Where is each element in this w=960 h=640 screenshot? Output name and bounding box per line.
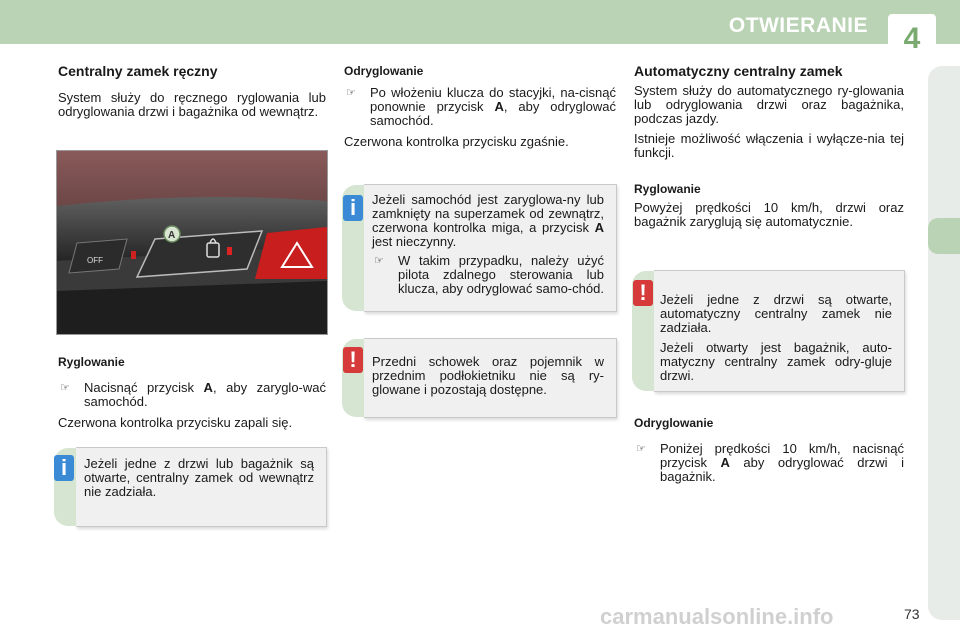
- page-number: 73: [904, 606, 920, 622]
- info-box-manual: Jeżeli jedne z drzwi lub bagażnik są otwarte, centralny zamek od wewnątrz nie zadziała.: [76, 447, 327, 527]
- column-3: [634, 64, 904, 229]
- pointing-hand-icon: ☞: [346, 87, 356, 99]
- watermark: carmanualsonline.info: [600, 604, 834, 629]
- auto-lock-intro-2: Istnieje możliwość włączenia i wyłącze-nia tej funkcji.: [634, 131, 904, 160]
- auto-lock-text: Powyżej prędkości 10 km/h, drzwi oraz bagażnik zaryglują się automatycznie.: [634, 200, 904, 229]
- info-icon: i: [54, 455, 74, 481]
- page-header: [0, 0, 960, 44]
- column-1: [58, 64, 326, 119]
- red-indicator-led: [227, 247, 232, 255]
- manual-lock-intro: System służy do ręcznego ryglowania lub odryglowania drzwi i bagażnika od wewnątrz.: [58, 90, 326, 119]
- remote-instruction: ☞ W takim przypadku, należy użyć pilota zdalnego sterowania lub klucza, aby odryglować samo-chód.: [374, 253, 604, 296]
- exclamation-icon: !: [343, 347, 363, 373]
- warning-box-auto-lock: Jeżeli jedne z drzwi są otwarte, automatyczny centralny zamek nie zadziała. Jeżeli otwarty jest bagażnik, auto-matyczny centralny zamek odry-gluje drzwi.: [654, 270, 905, 392]
- pointing-hand-icon: ☞: [636, 443, 646, 455]
- warning-box-glovebox: Przedni schowek oraz pojemnik w przednim podłokietniku nie są ry-glowane i pozostają dostępne.: [364, 338, 617, 418]
- auto-unlock-instruction: ☞ Poniżej prędkości 10 km/h, nacisnąć przycisk A aby odryglować drzwi i bagażnik.: [636, 441, 905, 484]
- off-label: OFF: [87, 256, 103, 265]
- info-icon: i: [343, 195, 363, 221]
- chapter-tab: [888, 14, 936, 60]
- section-heading-auto-lock: Automatyczny centralny zamek: [634, 63, 843, 79]
- pointing-hand-icon: ☞: [60, 382, 70, 394]
- column-3-lower: [634, 416, 904, 484]
- section-heading-manual-lock: Centralny zamek ręczny: [58, 63, 218, 79]
- auto-unlock-heading: Odryglowanie: [634, 416, 714, 430]
- auto-lock-intro-1: System służy do automatycznego ry-glowania lub odryglowania drzwi oraz bagażnika, podczas jazdy.: [634, 83, 904, 126]
- door-lock-button-photo: [56, 150, 328, 335]
- dashboard-illustration: [57, 151, 327, 334]
- auto-lock-heading: Ryglowanie: [634, 182, 701, 196]
- column-1-lower: [58, 355, 326, 430]
- column-2: [344, 64, 616, 149]
- exclamation-icon: !: [633, 280, 653, 306]
- lock-instruction: ☞ Nacisnąć przycisk A, aby zaryglo-wać samochód.: [60, 380, 326, 409]
- pointing-hand-icon: ☞: [374, 255, 384, 267]
- chapter-number: 4: [903, 22, 921, 55]
- lock-heading: Ryglowanie: [58, 355, 125, 369]
- svg-text:A: A: [168, 230, 176, 241]
- unlock-heading: Odryglowanie: [344, 64, 424, 78]
- side-index-strip: [928, 66, 960, 620]
- page-title: OTWIERANIE: [728, 14, 868, 37]
- info-box-superlock: Jeżeli samochód jest zaryglowa-ny lub zamknięty na superzamek od zewnątrz, czerwona kontrolka miga, a przycisk A jest nieczynny. ☞ W takim przypadku, należy użyć pilota zdalnego sterowania lub klucza, aby odryglować samo-chód.: [364, 184, 617, 312]
- side-index-active-tab: [928, 218, 960, 254]
- unlock-note: Czerwona kontrolka przycisku zgaśnie.: [344, 134, 569, 149]
- unlock-instruction: ☞ Po włożeniu klucza do stacyjki, na-cisnąć ponownie przycisk A, aby odryglować samochód.: [346, 85, 616, 128]
- lock-note: Czerwona kontrolka przycisku zapali się.: [58, 415, 293, 430]
